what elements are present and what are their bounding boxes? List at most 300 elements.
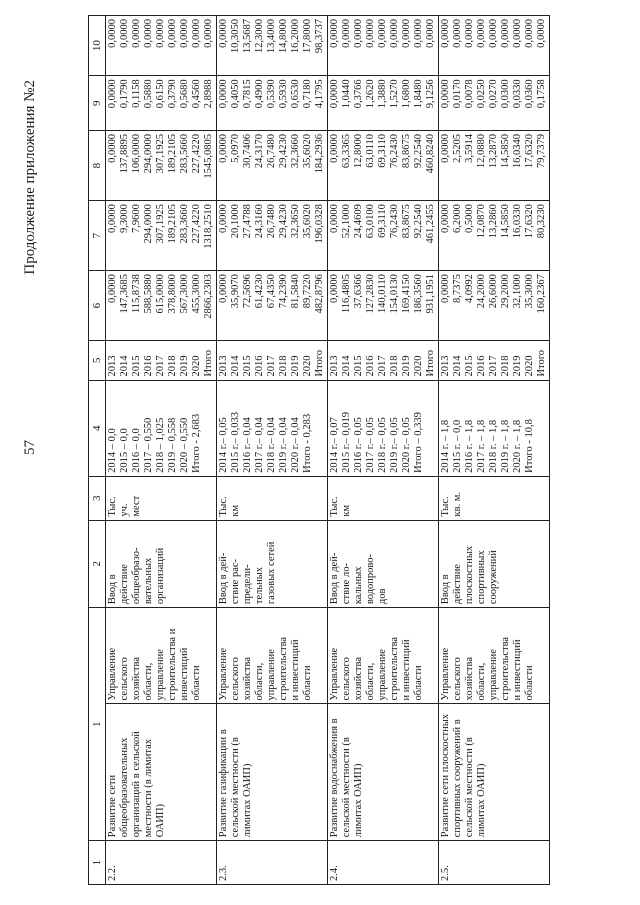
indicator-line: газовых сетей <box>266 541 277 605</box>
col6-value-line: 35,9070 <box>230 274 241 309</box>
col8-value <box>106 131 217 201</box>
indicator-line: предели- <box>242 564 253 605</box>
measure-name-text: Развитие газификации в сельской местности (в лимитах ОАИП) <box>218 729 253 838</box>
col7-value-line: 92,2540 <box>413 204 424 239</box>
col10-value-line: 0,0000 <box>500 19 511 48</box>
yearly-target <box>328 380 439 476</box>
col7-value-line: 0,0000 <box>107 204 118 233</box>
col7-value-line: 9,3000 <box>119 204 130 233</box>
col6-value-line: 116,4805 <box>341 274 352 314</box>
col7-value-line: 7,9600 <box>131 204 142 233</box>
col7-value-line: 0,0000 <box>440 204 451 233</box>
col8-value <box>217 131 328 201</box>
indicator <box>439 520 550 608</box>
col9-value-line: 0,6530 <box>290 79 301 109</box>
yearly-target-line: 2016 г. – 1,8 <box>464 419 475 473</box>
col9-value-line: 0,4050 <box>230 79 241 109</box>
responsible-org <box>217 608 328 704</box>
col10-value-line: 0,0000 <box>476 19 487 48</box>
yearly-target-line: 2018 г.– 0,04 <box>266 417 277 473</box>
col7-value-line: 461,2455 <box>425 204 436 244</box>
col7-value-line: 196,0328 <box>314 204 325 244</box>
measure-name-text: Развитие сети общеобразовательных организаций в сельской местности (в лимитах ОАИП) <box>107 731 166 838</box>
unit-line: км <box>230 504 241 517</box>
col7-value-line: 227,4220 <box>191 204 202 244</box>
responsible-org <box>439 608 550 704</box>
yearly-target-line: 2014 г. – 1,8 <box>440 419 451 473</box>
col6-value-line: 32,1000 <box>512 274 523 309</box>
indicator-line: Ввод в дей- <box>329 552 340 605</box>
responsible-org-line: хозяйства <box>131 657 142 701</box>
col9-value-line: 0,1758 <box>536 79 547 109</box>
year-line: 2019 <box>290 355 301 377</box>
col6-value-line: 615,0000 <box>155 274 166 314</box>
indicator-line: ствие ло- <box>341 563 352 605</box>
year-line: 2014 <box>119 355 130 377</box>
year-line: 2015 <box>131 355 142 377</box>
yearly-target-line: 2017 г.– 0,04 <box>254 417 265 473</box>
col8-value-line: 14,5850 <box>500 134 511 169</box>
col6-value-line: 931,1951 <box>425 274 436 314</box>
year-line: 2019 <box>179 355 190 377</box>
col9-value-line: 1,6800 <box>401 79 412 109</box>
responsible-org-line: и инвестиций <box>401 639 412 701</box>
year-line: 2020 <box>413 355 424 377</box>
col9-value-line: 0,0270 <box>488 79 499 109</box>
col7-value-line: 17,6320 <box>524 204 535 239</box>
col7-value-line: 76,2430 <box>389 204 400 239</box>
yearly-target-line: 2019 г. – 1,8 <box>500 419 511 473</box>
row-number: 2.5. <box>439 841 550 885</box>
responsible-org-line: управление <box>377 649 388 701</box>
year-line: 2013 <box>218 355 229 377</box>
col8-value-line: 12,0880 <box>476 134 487 169</box>
year-line: 2017 <box>377 355 388 377</box>
col10-value <box>328 16 439 76</box>
col9-value-line: 0,0078 <box>464 79 475 109</box>
indicator-line: организаций <box>155 547 166 605</box>
yearly-target-line: 2016 – 0,0 <box>131 428 142 473</box>
year-line: 2020 <box>524 355 535 377</box>
col6-value-line: 186,3560 <box>413 274 424 314</box>
unit-line: Тыс. <box>440 496 451 517</box>
col9-value-line: 0,0300 <box>500 79 511 109</box>
col9-value-line: 1,5270 <box>389 79 400 109</box>
col7-value-line: 63,0100 <box>365 204 376 239</box>
col8-value-line: 30,7406 <box>242 134 253 169</box>
indicator-line: сооружений <box>488 550 499 605</box>
responsible-org-line: Управление <box>329 647 340 701</box>
year-line: 2013 <box>329 355 340 377</box>
col8-value-line: 1545,0805 <box>203 134 214 179</box>
responsible-org-line: управление <box>488 649 499 701</box>
col9-value-line: 0,5680 <box>179 79 190 109</box>
year <box>328 341 439 380</box>
col8-value-line: 69,3110 <box>377 134 388 168</box>
column-number-row <box>89 16 106 885</box>
column-header: 8 <box>89 131 106 201</box>
year-line: 2016 <box>143 355 154 377</box>
col6-value-line: 26,6000 <box>488 274 499 309</box>
yearly-target <box>106 380 217 476</box>
col10-value-line: 0,0000 <box>143 19 154 48</box>
col10-value-line: 0,0000 <box>341 19 352 48</box>
year-line: 2014 <box>452 355 463 377</box>
column-header: 6 <box>89 271 106 341</box>
year-line: 2015 <box>242 355 253 377</box>
yearly-target <box>217 380 328 476</box>
col6-value <box>106 271 217 341</box>
col10-value-line: 0,0000 <box>464 19 475 48</box>
col8-value-line: 13,2870 <box>488 134 499 169</box>
measure-name-text: Развитие водоснабжения в сельской местности (в лимитах ОАИП) <box>329 718 364 838</box>
table-row <box>328 16 439 885</box>
col8-value-line: 307,1925 <box>155 134 166 174</box>
col6-value-line: 37,6366 <box>353 274 364 309</box>
unit-line: мест <box>131 495 142 517</box>
col6-value-line: 169,4150 <box>401 274 412 314</box>
responsible-org-line: хозяйства <box>464 657 475 701</box>
col7-value <box>328 201 439 271</box>
year-line: 2014 <box>341 355 352 377</box>
responsible-org-line: Управление <box>218 647 229 701</box>
responsible-org-line: строительства <box>389 636 400 701</box>
year-line: Итого <box>536 349 547 377</box>
row-number: 2.3. <box>217 841 328 885</box>
indicator-line: ствие рас- <box>230 558 241 605</box>
col8-value-line: 63,3365 <box>341 134 352 169</box>
indicator-line: общеобразо- <box>131 547 142 605</box>
responsible-org-line: области <box>524 665 535 701</box>
col8-value-line: 189,2105 <box>167 134 178 174</box>
year-line: 2013 <box>107 355 118 377</box>
col8-value-line: 184,2936 <box>314 134 325 174</box>
col7-value-line: 20,1000 <box>230 204 241 239</box>
table-body <box>106 16 550 885</box>
col8-value-line: 12,8000 <box>353 134 364 169</box>
col7-value-line: 1318,2510 <box>203 204 214 249</box>
col10-value-line: 0,0000 <box>452 19 463 48</box>
col8-value-line: 16,0340 <box>512 134 523 169</box>
col10-value-line: 17,8000 <box>302 19 313 54</box>
col10-value-line: 0,0000 <box>512 19 523 48</box>
year <box>217 341 328 380</box>
col6-value <box>328 271 439 341</box>
col7-value-line: 83,8675 <box>401 204 412 239</box>
col6-value-line: 89,7220 <box>302 274 313 309</box>
col6-value-line: 0,0000 <box>329 274 340 303</box>
year-line: 2018 <box>500 355 511 377</box>
responsible-org-line: сельского <box>119 657 130 701</box>
col6-value-line: 0,0000 <box>218 274 229 303</box>
yearly-target-line: 2018 г. – 1,8 <box>488 419 499 473</box>
col6-value-line: 115,8738 <box>131 274 142 314</box>
col7-value-line: 6,2000 <box>452 204 463 233</box>
col6-value-line: 154,0130 <box>389 274 400 314</box>
col10-value-line: 0,0000 <box>524 19 535 48</box>
indicator-line: водопрово- <box>365 553 376 605</box>
col10-value-line: 14,8000 <box>278 19 289 54</box>
col9-value-line: 0,1790 <box>119 79 130 109</box>
table-row <box>217 16 328 885</box>
col7-value-line: 13,2860 <box>488 204 499 239</box>
indicator-line: Ввод в <box>440 574 451 605</box>
yearly-target-line: 2019 г.– 0,05 <box>389 417 400 473</box>
col9-value <box>217 76 328 131</box>
col7-value <box>106 201 217 271</box>
col10-value-line: 0,0000 <box>413 19 424 48</box>
col8-value-line: 35,6020 <box>302 134 313 169</box>
yearly-target-line: 2019 – 0,558 <box>167 417 178 473</box>
indicator-line: плоскостных <box>464 545 475 605</box>
unit <box>217 476 328 520</box>
col7-value-line: 294,0000 <box>143 204 154 244</box>
col9-value <box>106 76 217 131</box>
indicator-line: кальных <box>353 566 364 605</box>
yearly-target-line: 2014 г.– 0,07 <box>329 417 340 473</box>
year-line: Итого <box>425 349 436 377</box>
year-line: 2020 <box>302 355 313 377</box>
responsible-org-line: Управление <box>440 647 451 701</box>
col9-value-line: 1,8480 <box>413 79 424 109</box>
column-header: 9 <box>89 76 106 131</box>
responsible-org-line: области, <box>476 662 487 701</box>
col9-value-line: 1,0440 <box>341 79 352 109</box>
col10-value-line: 0,0000 <box>155 19 166 48</box>
column-header: 10 <box>89 16 106 76</box>
col7-value-line: 283,3660 <box>179 204 190 244</box>
col6-value-line: 35,3000 <box>524 274 535 309</box>
year-line: 2018 <box>389 355 400 377</box>
col7-value-line: 0,5000 <box>464 204 475 233</box>
year-line: 2017 <box>266 355 277 377</box>
col10-value <box>439 16 550 76</box>
yearly-target-line: 2015 г.– 0,033 <box>230 411 241 473</box>
col8-value-line: 0,0000 <box>329 134 340 163</box>
col9-value-line: 1,3880 <box>377 79 388 109</box>
yearly-target-line: Итого - 0,283 <box>302 413 313 473</box>
col10-value-line: 0,0000 <box>167 19 178 48</box>
col9-value-line: 0,4900 <box>254 79 265 109</box>
indicator-line: тельных <box>254 566 265 605</box>
col9-value-line: 0,0330 <box>512 79 523 109</box>
unit <box>106 476 217 520</box>
col8-value-line: 106,0000 <box>131 134 142 174</box>
col9-value-line: 0,0250 <box>476 79 487 109</box>
responsible-org-line: Управление <box>107 647 118 701</box>
col8-value-line: 63,0110 <box>365 134 376 168</box>
col8-value-line: 83,8675 <box>401 134 412 169</box>
col7-value <box>439 201 550 271</box>
col7-value-line: 80,3230 <box>536 204 547 239</box>
yearly-target-line: 2015 г.– 0,019 <box>341 411 352 473</box>
col8-value-line: 79,7379 <box>536 134 547 169</box>
measure-name <box>439 704 550 841</box>
col7-value-line: 12,0870 <box>476 204 487 239</box>
col10-value-line: 0,0000 <box>488 19 499 48</box>
unit-line: Тыс. <box>218 496 229 517</box>
responsible-org-line: области <box>413 665 424 701</box>
unit-line: кв. м. <box>452 492 463 517</box>
column-header: 4 <box>89 380 106 476</box>
measure-name <box>328 704 439 841</box>
col9-value-line: 0,7815 <box>242 79 253 109</box>
col10-value-line: 0,0000 <box>377 19 388 48</box>
unit-line: уч. <box>119 503 130 517</box>
responsible-org-line: области, <box>143 662 154 701</box>
yearly-target-line: 2018 г.– 0,05 <box>377 417 388 473</box>
responsible-org <box>106 608 217 704</box>
indicator-line: Ввод в <box>107 574 118 605</box>
yearly-target-line: 2020 г.– 0,05 <box>401 417 412 473</box>
col6-value <box>217 271 328 341</box>
col8-value-line: 227,4220 <box>191 134 202 174</box>
year-line: 2019 <box>512 355 523 377</box>
col9-value-line: 0,0000 <box>329 79 340 109</box>
responsible-org-line: строительства <box>278 636 289 701</box>
col6-value-line: 72,5696 <box>242 274 253 309</box>
col8-value-line: 2,5205 <box>452 134 463 163</box>
responsible-org-line: хозяйства <box>242 657 253 701</box>
year-line: 2016 <box>254 355 265 377</box>
indicator <box>106 520 217 608</box>
measure-name <box>106 704 217 841</box>
measure-name <box>217 704 328 841</box>
col6-value-line: 8,7375 <box>452 274 463 303</box>
yearly-target-line: 2019 г.– 0,04 <box>278 417 289 473</box>
col10-value-line: 0,0000 <box>401 19 412 48</box>
col10-value-line: 0,0000 <box>365 19 376 48</box>
col10-value-line: 0,0000 <box>389 19 400 48</box>
col6-value-line: 24,2000 <box>476 274 487 309</box>
col6-value-line: 2866,2303 <box>203 274 214 319</box>
col9-value-line: 4,1795 <box>314 79 325 109</box>
col7-value <box>217 201 328 271</box>
col6-value-line: 0,0000 <box>107 274 118 303</box>
col7-value-line: 24,4609 <box>353 204 364 239</box>
col10-value-line: 0,0000 <box>191 19 202 48</box>
col7-value-line: 29,4230 <box>278 204 289 239</box>
responsible-org-line: области <box>302 665 313 701</box>
col7-value-line: 26,7480 <box>266 204 277 239</box>
yearly-target-line: 2014 г.– 0,05 <box>218 417 229 473</box>
col6-value-line: 61,4230 <box>254 274 265 309</box>
col8-value-line: 283,5660 <box>179 134 190 174</box>
yearly-target-line: 2016 г.– 0,05 <box>353 417 364 473</box>
year-line: Итого <box>314 349 325 377</box>
yearly-target-line: 2017 – 0,550 <box>143 417 154 473</box>
col8-value-line: 0,0000 <box>218 134 229 163</box>
col8-value-line: 460,8240 <box>425 134 436 174</box>
col9-value-line: 0,0000 <box>218 79 229 109</box>
column-header: 1 <box>89 608 106 841</box>
col7-value-line: 69,3110 <box>377 204 388 238</box>
col10-value-line: 10,3050 <box>230 19 241 54</box>
yearly-target-line: 2020 г. – 1,8 <box>512 419 523 473</box>
col7-value-line: 189,2105 <box>167 204 178 244</box>
indicator <box>328 520 439 608</box>
col6-value-line: 0,0000 <box>440 274 451 303</box>
yearly-target-line: 2015 – 0,0 <box>119 428 130 473</box>
col7-value-line: 32,3650 <box>290 204 301 239</box>
indicator-line: спортивных <box>476 550 487 605</box>
col9-value-line: 0,5390 <box>266 79 277 109</box>
col9-value-line: 0,3766 <box>353 79 364 109</box>
yearly-target-line: 2018 – 1,025 <box>155 417 166 473</box>
indicator-line: Ввод в дей- <box>218 552 229 605</box>
col9-value-line: 0,3790 <box>167 79 178 109</box>
indicator-line: действие <box>119 564 130 605</box>
col10-value-line: 0,0000 <box>131 19 142 48</box>
yearly-target-line: Итого – 0,339 <box>413 412 424 473</box>
row-number: 2.2. <box>106 841 217 885</box>
year-line: 2018 <box>167 355 178 377</box>
col10-value-line: 0,0000 <box>440 19 451 48</box>
yearly-target-line: Итого - 10,8 <box>524 419 535 473</box>
col7-value-line: 14,5850 <box>500 204 511 239</box>
col9-value <box>439 76 550 131</box>
col9-value-line: 0,0170 <box>452 79 463 109</box>
year-line: 2014 <box>230 355 241 377</box>
responsible-org-line: строительства и <box>167 628 178 701</box>
col10-value-line: 16,2000 <box>290 19 301 54</box>
column-header: 2 <box>89 520 106 608</box>
year-line: Итого <box>203 349 214 377</box>
col9-value-line: 1,2620 <box>365 79 376 109</box>
unit <box>328 476 439 520</box>
unit-line: Тыс. <box>329 496 340 517</box>
unit <box>439 476 550 520</box>
col10-value-line: 0,0000 <box>329 19 340 48</box>
col6-value-line: 4,0992 <box>464 274 475 303</box>
col8-value-line: 0,0000 <box>440 134 451 163</box>
yearly-target-line: 2014 – 0,0 <box>107 428 118 473</box>
responsible-org-line: сельского <box>230 657 241 701</box>
responsible-org-line: управление <box>155 649 166 701</box>
col7-value-line: 0,0000 <box>329 204 340 233</box>
column-header: 7 <box>89 201 106 271</box>
year-line: 2013 <box>440 355 451 377</box>
responsible-org-line: и инвестиций <box>512 639 523 701</box>
col8-value-line: 17,6320 <box>524 134 535 169</box>
col6-value-line: 482,8796 <box>314 274 325 314</box>
col8-value-line: 29,4230 <box>278 134 289 169</box>
table-row <box>439 16 550 885</box>
year-line: 2015 <box>353 355 364 377</box>
col6-value-line: 588,5880 <box>143 274 154 314</box>
indicator-line: вательных <box>143 557 154 605</box>
col8-value-line: 294,0000 <box>143 134 154 174</box>
yearly-target-line: 2020 г.– 0,04 <box>290 417 301 473</box>
page-header: Продолжение приложения №2 <box>22 80 38 275</box>
col9-value-line: 0,1158 <box>131 79 142 108</box>
page-number: 57 <box>22 440 38 455</box>
responsible-org-line: хозяйства <box>353 657 364 701</box>
measure-name-text: Развитие сети плоскостных спортивных сооружений в сельской местности (в лимитах ОАИП) <box>440 713 487 838</box>
indicator <box>217 520 328 608</box>
unit-line: Тыс. <box>107 496 118 517</box>
col6-value <box>439 271 550 341</box>
col10-value-line: 0,0000 <box>425 19 436 48</box>
col6-value-line: 567,3000 <box>179 274 190 314</box>
col7-value-line: 24,3160 <box>254 204 265 239</box>
yearly-target-line: 2017 г. – 1,8 <box>476 419 487 473</box>
yearly-target-line: 2016 г.– 0,04 <box>242 417 253 473</box>
column-header: 1 <box>89 841 106 885</box>
col10-value-line: 0,0000 <box>353 19 364 48</box>
yearly-target-line: 2015 г. – 0,0 <box>452 419 463 473</box>
col9-value <box>328 76 439 131</box>
